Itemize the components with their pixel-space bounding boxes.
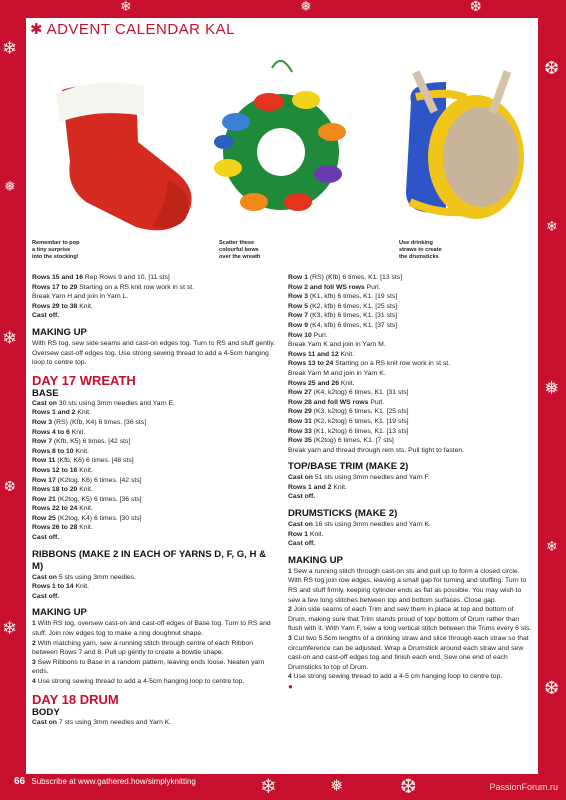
pattern-line-label: 3 (288, 635, 292, 642)
pattern-line (288, 331, 532, 341)
pattern-line (32, 302, 276, 312)
snowflake-icon: ❆ (470, 0, 482, 15)
pattern-line-label: Row 27 (288, 389, 312, 397)
drumsticks-heading: DRUMSTICKS (MAKE 2) (288, 508, 398, 520)
pattern-line (32, 311, 276, 321)
pattern-line (32, 399, 276, 409)
pattern-line (288, 379, 532, 389)
makeup-heading-right: MAKING UP (288, 554, 343, 566)
pattern-line-text: 30 sts using 3mm needles and Yarn E. (56, 399, 175, 407)
pattern-line (288, 388, 532, 398)
pattern-line (32, 273, 276, 283)
pattern-line (32, 658, 276, 677)
snowflake-icon: ❄ (120, 0, 132, 15)
pattern-line-text: Break yarn and thread through rem sts. Pull tight to fasten. (288, 446, 465, 454)
section-header (26, 18, 239, 40)
pattern-line-label: Rows 13 to 24 (288, 360, 334, 368)
pattern-line (288, 567, 532, 605)
pattern-line-label: Cast on (32, 399, 57, 407)
snowflake-icon: ❄ (260, 774, 277, 798)
makeup2-heading: MAKING UP (32, 607, 87, 619)
body-rows (32, 718, 276, 728)
section-title: ADVENT CALENDAR KAL (46, 20, 236, 38)
pattern-line-label: Cast on (288, 474, 313, 482)
pattern-line (32, 514, 276, 524)
pattern-line (32, 533, 276, 543)
pattern-line-label: Row 7 (32, 438, 53, 446)
pattern-line-label: Rows 1 and 2 (32, 409, 76, 417)
pattern-line-label: Row 10 (288, 331, 312, 339)
drum-body-rows (288, 273, 532, 455)
pattern-line (288, 605, 532, 634)
pattern-line (288, 539, 532, 549)
pattern-line-label: Cast on (32, 573, 57, 581)
pattern-line-label: Row 9 (288, 321, 309, 329)
pattern-line-text: (K1, kfb) 6 times, K1. [19 sts] (308, 293, 398, 301)
pattern-line (32, 639, 276, 658)
pattern-line-text: Knit. (331, 483, 347, 491)
pattern-line (32, 456, 276, 466)
pattern-line-text: (K2, kfb) 6 times, K1. [25 sts] (308, 302, 398, 310)
pattern-line-label: Row 1 (288, 274, 309, 281)
pattern-line-label: 2 (32, 639, 36, 647)
pattern-line-text: Cut two 5.5cm lengths of a drinking straw and slice through each straw so that circumference can be adjusted. Wrap a Drumstick around each straw and sew cast-on and cast-off edges tog and finish each end. Sew one end of each Drumsticks to top of Drum. (288, 635, 529, 671)
pattern-line-label: Rows 4 to 6 (32, 428, 70, 436)
pattern-line (288, 302, 532, 312)
pattern-line-label: Rows 17 to 29 (32, 283, 78, 291)
pattern-line (32, 292, 276, 302)
pattern-line-text: (RS) (Kfb) 6 times, K1. [13 sts] (308, 274, 403, 281)
day18-heading: DAY 18 DRUM (32, 691, 119, 707)
pattern-line-label: Cast on (288, 521, 313, 529)
pattern-line (32, 573, 276, 583)
pattern-line (288, 446, 532, 456)
pattern-line-text: (K1, k2tog) 6 times, K1. [13 sts] (311, 427, 409, 435)
pattern-line-label: Row 5 (288, 302, 309, 310)
snowflake-icon: ❅ (300, 0, 312, 15)
pattern-line-text: Knit. (73, 583, 90, 591)
pattern-line-label: Row 35 (288, 437, 312, 445)
body-heading: BODY (32, 706, 60, 718)
pattern-line-text: 16 sts using 3mm needles and Yarn K. (312, 521, 431, 529)
pattern-line-text: Starting on a RS knit row work in st st. (77, 283, 195, 291)
pattern-line-text: Knit. (339, 379, 355, 387)
stocking-image (56, 82, 192, 230)
pattern-line (32, 592, 276, 602)
snowflake-icon: ❆ (544, 678, 560, 699)
pattern-line-label: Rows 18 to 20 (32, 486, 78, 494)
pattern-line-label: Row 3 (288, 293, 309, 301)
pattern-line-label: Rows 25 and 26 (288, 379, 339, 387)
pattern-line-text: 7 sts using 3mm needles and Yarn K. (56, 718, 172, 726)
snowflake-icon: ❄ (2, 618, 18, 639)
pattern-line (288, 311, 532, 321)
pattern-line (288, 427, 532, 437)
pattern-line-label: Row 17 (32, 476, 56, 484)
pattern-line-label: Rows 15 and 16 (32, 274, 83, 281)
ribbons-rows (32, 573, 276, 602)
pattern-line (32, 428, 276, 438)
snowflake-icon: ❄ (546, 539, 558, 555)
pattern-line-text: With RS tog, oversew cast-on and cast-off edges of Base tog. Turn to RS and stuff. Join row edges tog to make a ring doughnut shape. (32, 620, 271, 638)
pattern-line (288, 273, 532, 283)
end-mark-icon: ● (288, 681, 293, 691)
left-column (32, 273, 276, 727)
pattern-line (32, 677, 276, 687)
pattern-line-text: (K2tog, K4) 6 times. [30 sts] (55, 514, 142, 522)
pattern-line-text: (K4, kfb) 6 times, K1. [37 sts] (308, 321, 398, 329)
pattern-line-label: Row 31 (288, 417, 312, 425)
pattern-line-label: Rows 12 to 16 (32, 466, 78, 474)
pattern-line-label: 1 (288, 567, 292, 575)
pattern-line-label: Cast off. (288, 540, 316, 548)
pattern-line-label: Row 11 (32, 457, 56, 465)
pattern-line-label: Cast on (32, 718, 57, 726)
pattern-line-text: Purl. (368, 398, 385, 406)
pattern-line-label: Rows 1 to 14 (32, 583, 74, 591)
watermark: PassionForum.ru (489, 782, 558, 792)
pattern-line-text: (RS) (Kfb, K4) 6 times. [36 sts] (52, 418, 147, 426)
snowflake-icon: ❅ (4, 179, 16, 195)
pattern-line-label: 1 (32, 620, 36, 628)
magazine-page (26, 18, 538, 774)
base-heading: BASE (32, 387, 59, 399)
pattern-line-text: (Kfb, K5) 6 times. [42 sts] (52, 438, 131, 446)
pattern-line-text: (Kfb, K6) 6 times. [48 sts] (55, 457, 134, 465)
trim-heading: TOP/BASE TRIM (MAKE 2) (288, 461, 409, 473)
pattern-line-text: Use strong sewing thread to add a 4-5 cm hanging loop to centre top. (291, 673, 503, 681)
pattern-line-text: Purl. (311, 331, 328, 339)
snowflake-icon: ❆ (544, 58, 560, 79)
pattern-line-text: Knit. (69, 428, 86, 436)
pattern-line (32, 283, 276, 293)
ribbons-heading: RIBBONS (MAKE 2 IN EACH OF YARNS D, F, G, H & M) (32, 548, 267, 572)
pattern-line (32, 523, 276, 533)
pattern-line-text: Rep Rows 9 and 10. [11 sts] (83, 274, 170, 281)
pattern-line-text: 5 sts using 3mm needles. (56, 573, 136, 581)
pattern-line-text: Knit. (75, 409, 91, 417)
pattern-line (32, 718, 276, 728)
pattern-line-text: (K4, k2tog) 6 times, K1. [31 sts] (311, 389, 409, 397)
pattern-line-text: (K3, kfb) 6 times, K1. [31 sts] (308, 312, 398, 320)
pattern-line-text: (K3, k2tog) 6 times, K1. [25 sts] (311, 408, 409, 416)
pattern-line-label: Row 1 (288, 530, 309, 538)
pattern-line-label: 2 (288, 606, 292, 614)
snowflake-icon: ❄ (2, 328, 18, 349)
pattern-line-text: 51 sts using 3mm needles and Yarn F. (312, 474, 430, 482)
snowflake-icon: ❄ (2, 38, 18, 59)
pattern-line (288, 321, 532, 331)
pattern-line (288, 530, 532, 540)
pattern-line (288, 283, 532, 293)
pattern-line-text: Break Yarn M and join in Yarn K. (288, 369, 386, 377)
pattern-line-text: Join side seams of each Trim and sew them in place at top and bottom of Drum, making sure that Trim stands proud of top/ bottom of Drum rather than flush with it. With Yarn F, sew a long vertical stitch between the Trims every 6 sts. (288, 606, 532, 633)
pattern-line-text: Break Yarn K and join in Yarn M. (288, 341, 386, 349)
pattern-line (32, 504, 276, 514)
makeup-text: With RS tog, sew side seams and cast-on edges tog. Turn to RS and stuff gently. Oversew cast-off edges tog. Use strong sewing thread to add a 4-5cm hanging loop to centre top. (32, 339, 276, 367)
pattern-line-text: Starting on a RS knit row work in st st. (333, 360, 451, 368)
snowflake-icon: ❅ (330, 776, 344, 795)
pattern-line (288, 359, 532, 369)
snowflake-icon: ❅ (544, 378, 560, 399)
pattern-line-label: Rows 26 to 28 (32, 524, 78, 532)
pattern-line-text: Use strong sewing thread to add a 4-5cm hanging loop to centre top. (35, 678, 245, 685)
pattern-line (288, 672, 532, 682)
pattern-line (288, 483, 532, 493)
pattern-line (288, 436, 532, 446)
snowflake-icon: ❆ (400, 774, 417, 798)
snowflake-icon: ❄ (546, 219, 558, 235)
photo-strip (26, 42, 538, 272)
snowflake-icon: ❆ (4, 479, 16, 495)
pattern-line-text: With matching yarn, sew a running stitch through centre of each Ribbon between Rows 7 and 8. Pull up gently to create a bowtie shape. (32, 639, 254, 657)
pattern-line (32, 447, 276, 457)
pattern-line (288, 473, 532, 483)
pattern-line (32, 437, 276, 447)
pattern-line-text: Knit. (77, 466, 93, 474)
stocking-caption: Remember to pop a tiny surprise into the stocking! (32, 240, 80, 260)
pattern-line-label: Row 2 and foll WS rows (288, 283, 365, 291)
pattern-line-label: Rows 8 to 10 (32, 447, 74, 455)
pattern-line-text: Knit. (73, 447, 90, 455)
knitted-ornaments-photo (26, 42, 538, 272)
pattern-line-label: Cast off. (288, 493, 316, 501)
pattern-line-label: Row 33 (288, 427, 312, 435)
wreath-image (214, 61, 346, 211)
wreath-caption: Scatter these colourful bows over the wreath (219, 240, 261, 260)
pattern-line (32, 418, 276, 428)
pattern-line (288, 350, 532, 360)
snowflake-icon: ✱ (30, 20, 43, 38)
pattern-line-text: (K2, k2tog) 6 times, K1. [19 sts] (311, 417, 409, 425)
pattern-line-text: Knit. (77, 302, 93, 310)
pattern-line-label: 3 (32, 658, 36, 666)
pattern-line-label: Rows 11 and 12 (288, 350, 339, 358)
drum-image (406, 70, 524, 219)
pattern-line (288, 369, 532, 379)
pattern-line (32, 582, 276, 592)
pattern-line-label: Row 28 and foll WS rows (288, 398, 369, 406)
pattern-line (288, 398, 532, 408)
pattern-line-label: Rows 1 and 2 (288, 483, 332, 491)
pattern-line-text: Purl. (364, 283, 381, 291)
pattern-line-text: Knit. (77, 524, 93, 532)
pattern-line-text: (K2tog, K5) 6 times. [36 sts] (55, 495, 142, 503)
pattern-line-label: Row 21 (32, 495, 56, 503)
pattern-line (32, 485, 276, 495)
drumsticks-rows (288, 520, 532, 549)
makeup-steps-right (288, 567, 532, 682)
pattern-line-label: Cast off. (32, 312, 60, 320)
pattern-line (32, 466, 276, 476)
pattern-line-label: Row 7 (288, 312, 309, 320)
subscribe-link[interactable]: Subscribe at www.gathered.how/simplyknitting (31, 777, 196, 786)
pattern-line (288, 340, 532, 350)
pattern-line (32, 408, 276, 418)
makeup2-steps (32, 619, 276, 686)
stocking-rows (32, 273, 276, 321)
pattern-line-text: Knit. (77, 505, 93, 513)
base-rows (32, 399, 276, 543)
pattern-line (32, 619, 276, 638)
pattern-line-text: Sew Ribbons to Base in a random pattern, leaving ends loose. Neaten yarn ends. (32, 658, 265, 676)
pattern-line-label: 4 (32, 678, 36, 685)
drum-caption: Use drinking straws to create the drumsticks (399, 240, 442, 260)
pattern-line-label: Rows 29 to 38 (32, 302, 78, 310)
day17-heading: DAY 17 WREATH (32, 372, 136, 388)
pattern-line-text: Knit. (77, 486, 93, 494)
pattern-line-label: Row 25 (32, 514, 56, 522)
makeup-heading: MAKING UP (32, 326, 87, 338)
pattern-line (288, 492, 532, 502)
pattern-line (288, 292, 532, 302)
pattern-line (288, 417, 532, 427)
page-number: 66 (14, 776, 26, 787)
pattern-line-text: (K2tog) 6 times, K1. [7 sts] (311, 437, 394, 445)
pattern-line-text: Break Yarn H and join in Yarn L. (32, 293, 129, 301)
pattern-line-text: Knit. (338, 350, 355, 358)
trim-rows (288, 473, 532, 502)
pattern-line (288, 634, 532, 672)
pattern-line-label: 4 (288, 673, 292, 681)
pattern-line-text: Knit. (308, 530, 324, 538)
pattern-line-label: Row 3 (32, 418, 53, 426)
pattern-line-text: Sew a running stitch through cast-on sts and pull up to form a closed circle. With RS tog join row edges, leaving a small gap for turning and stuffing. Turn to RS and stuff firmly, keeping cylinder ends as flat as possible. You may wish to sew a few long stitches between top and bottom surfaces. Close gap. (288, 567, 527, 604)
pattern-line (288, 520, 532, 530)
pattern-line-text: (K2tog, K6) 6 times. [42 sts] (55, 476, 142, 484)
pattern-line-label: Rows 22 to 24 (32, 505, 78, 513)
pattern-line (32, 476, 276, 486)
right-column (288, 273, 532, 693)
pattern-line (288, 407, 532, 417)
pattern-line-label: Cast off. (32, 534, 60, 542)
pattern-line-label: Cast off. (32, 592, 60, 600)
pattern-line-label: Row 29 (288, 408, 312, 416)
footer (14, 776, 196, 787)
pattern-line (32, 495, 276, 505)
